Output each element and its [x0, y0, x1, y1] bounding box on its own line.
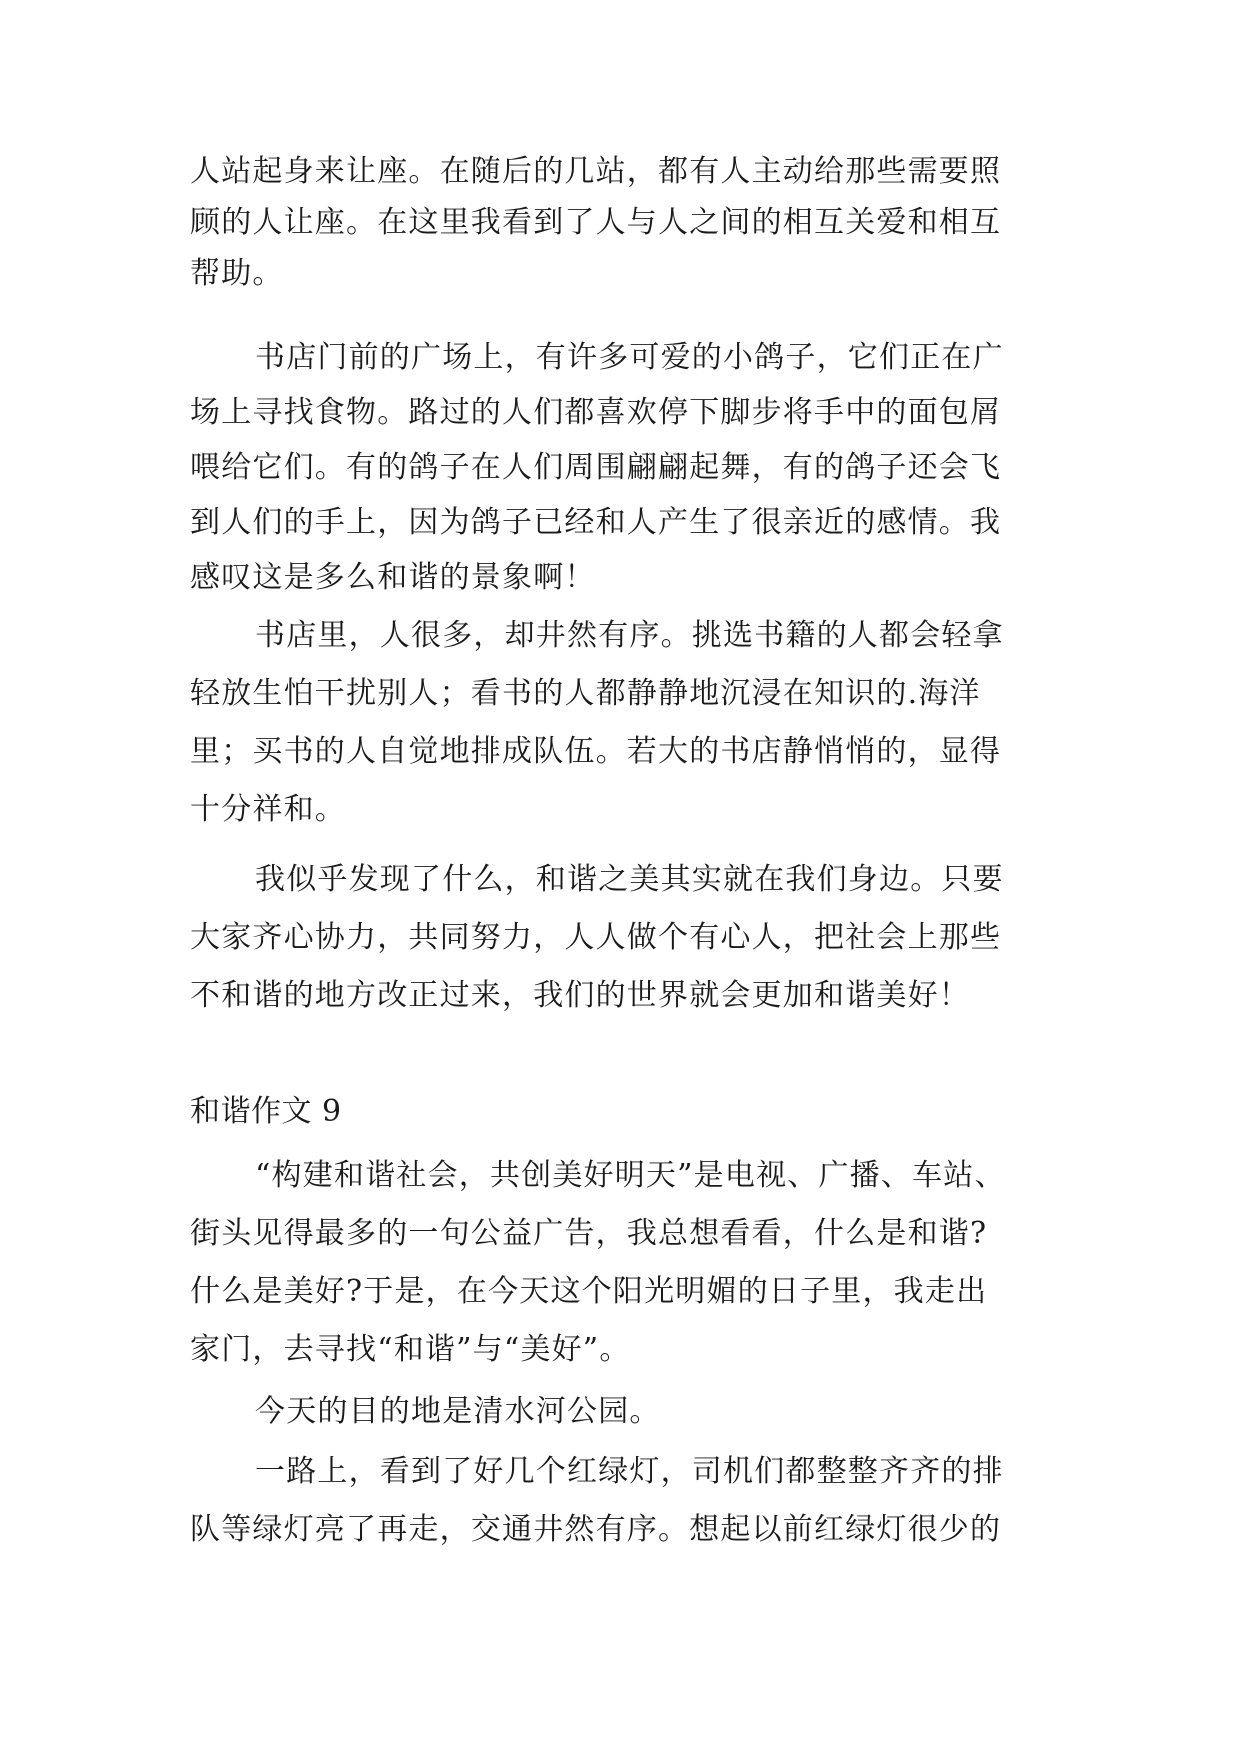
text-line: 到人们的手上，因为鸽子已经和人产生了很亲近的感情。我: [190, 505, 1002, 540]
section-heading: 和谐作文 9: [190, 1094, 342, 1129]
text-line: 什么是美好?于是，在今天这个阳光明媚的日子里，我走出: [190, 1274, 988, 1309]
text-line: 家门，去寻找“和谐”与“美好”。: [190, 1332, 631, 1367]
text-line: 顾的人让座。在这里我看到了人与人之间的相互关爱和相互: [190, 205, 1002, 240]
paragraph-start-line: 一路上，看到了好几个红绿灯，司机们都整整齐齐的排: [255, 1454, 1004, 1489]
paragraph-start-line: 书店门前的广场上，有许多可爱的小鸽子，它们正在广: [255, 340, 1004, 375]
text-line: 大家齐心协力，共同努力，人人做个有心人，把社会上那些: [190, 920, 1002, 955]
text-line: 感叹这是多么和谐的景象啊！: [190, 560, 596, 595]
paragraph-start-line: “构建和谐社会，共创美好明天”是电视、广播、车站、: [255, 1158, 1006, 1193]
paragraph-start-line: 我似乎发现了什么，和谐之美其实就在我们身边。只要: [255, 862, 1004, 897]
text-line: 喂给它们。有的鸽子在人们周围翩翩起舞，有的鸽子还会飞: [190, 450, 1002, 485]
text-line: 里；买书的人自觉地排成队伍。若大的书店静悄悄的，显得: [190, 734, 1002, 769]
text-line: 场上寻找食物。路过的人们都喜欢停下脚步将手中的面包屑: [190, 395, 1002, 430]
text-line: 街头见得最多的一句公益广告，我总想看看，什么是和谐?: [190, 1216, 988, 1251]
text-line: 轻放生怕干扰别人；看书的人都静静地沉浸在知识的.海洋: [190, 676, 981, 711]
text-line: 队等绿灯亮了再走，交通井然有序。想起以前红绿灯很少的: [190, 1512, 1002, 1547]
text-line: 人站起身来让座。在随后的几站，都有人主动给那些需要照: [190, 154, 1002, 189]
paragraph-start-line: 书店里，人很多，却井然有序。挑选书籍的人都会轻拿: [255, 618, 1004, 653]
text-line: 十分祥和。: [190, 792, 346, 827]
text-line: 帮助。: [190, 256, 284, 291]
paragraph-start-line: 今天的目的地是清水河公园。: [255, 1394, 661, 1429]
text-line: 不和谐的地方改正过来，我们的世界就会更加和谐美好！: [190, 978, 970, 1013]
